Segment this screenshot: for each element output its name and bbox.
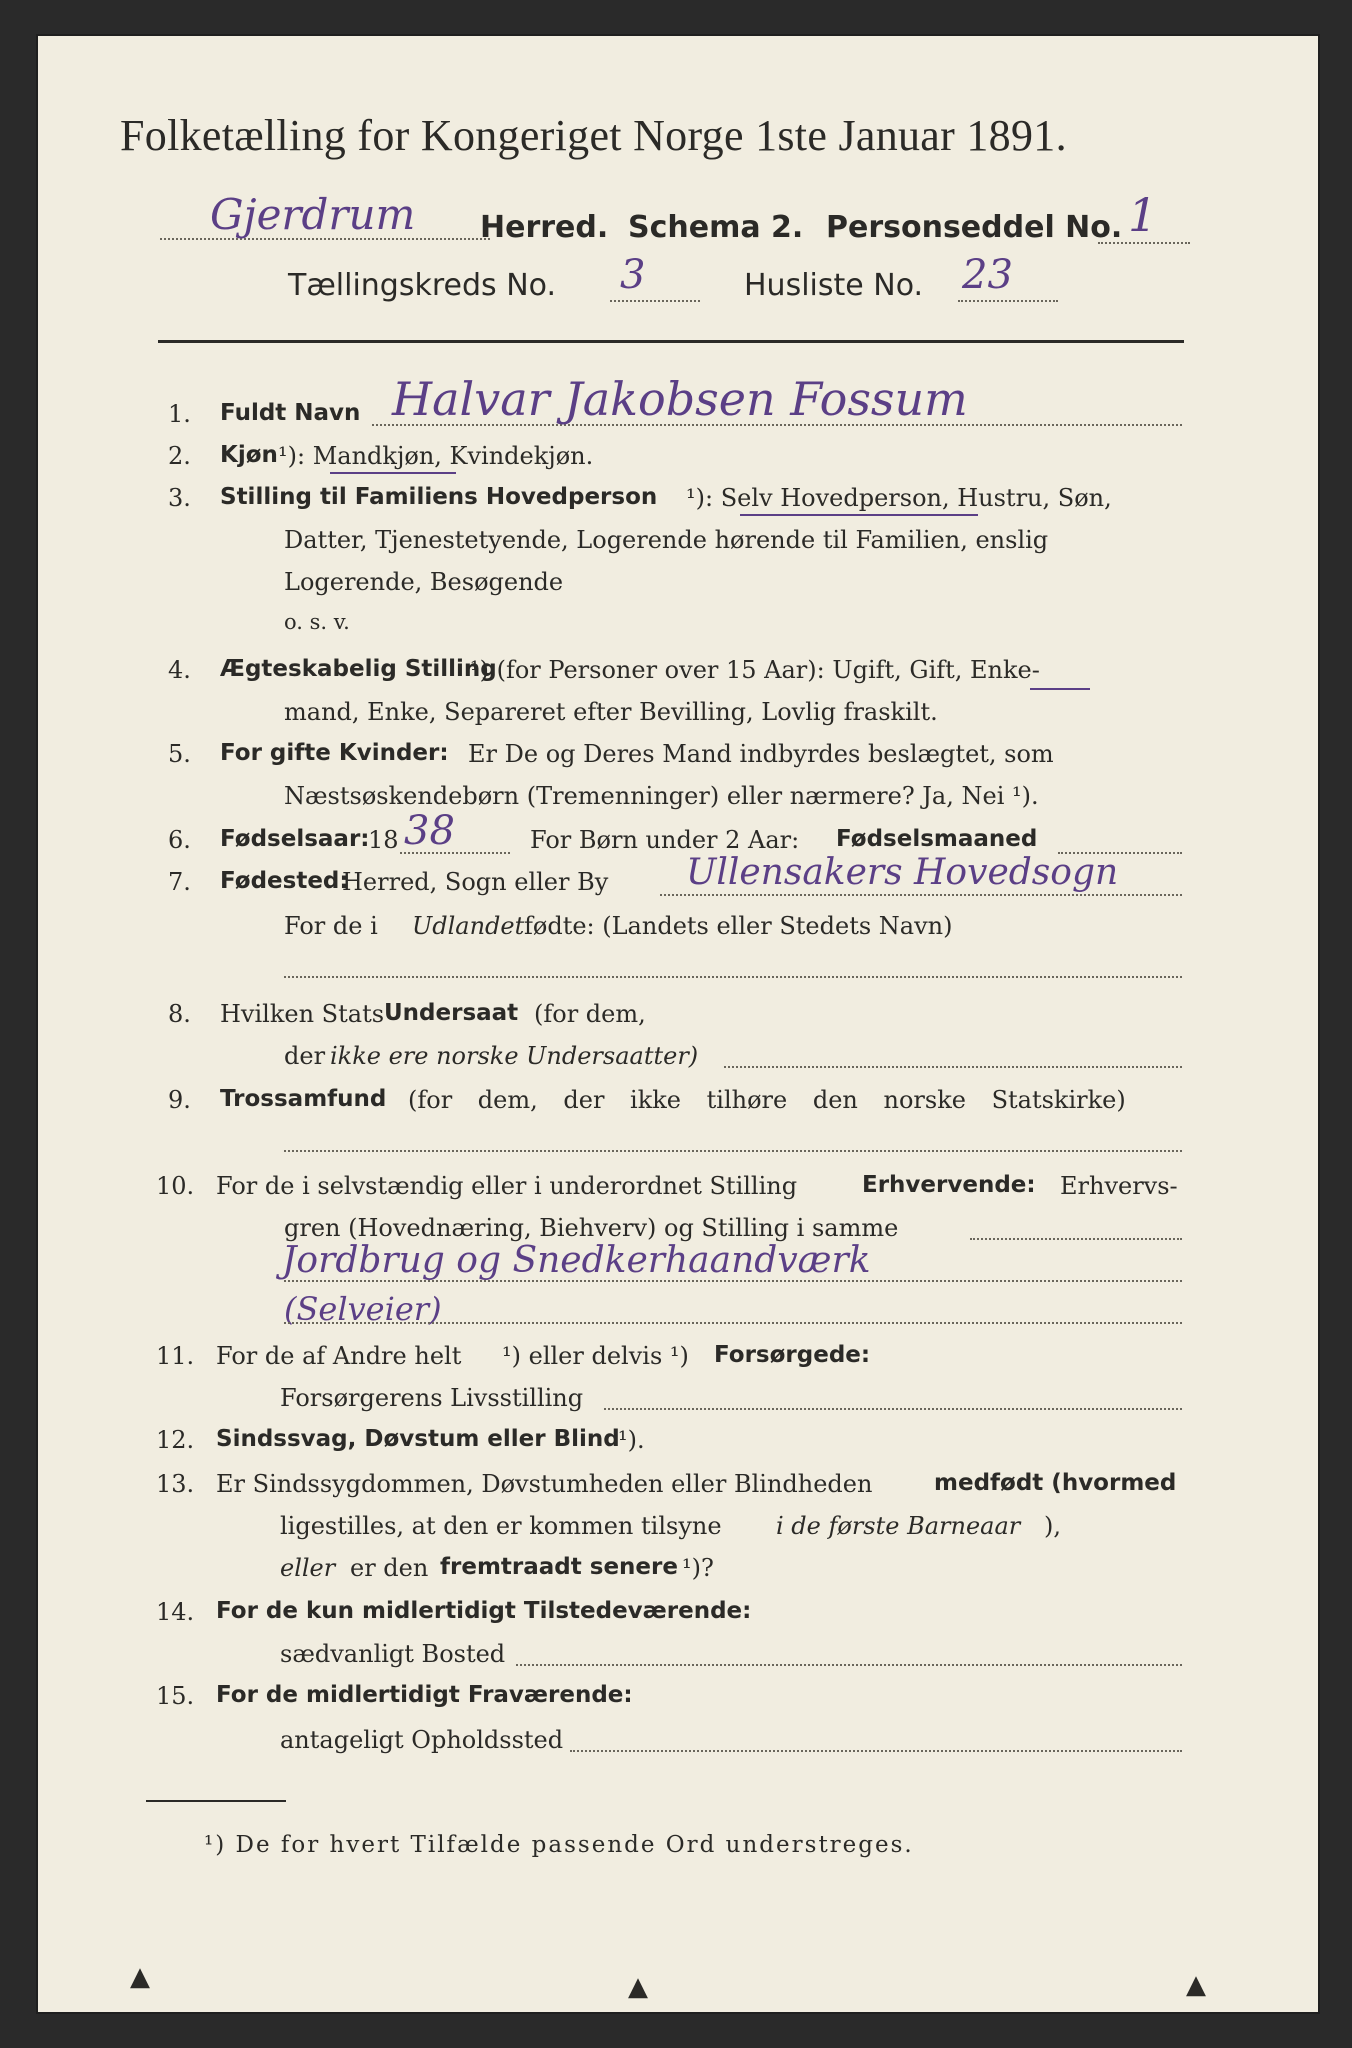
q4-options: ¹) (for Personer over 15 Aar): Ugift, Gift, Enke- [470, 656, 1040, 684]
item-number: 4. [168, 656, 191, 684]
q13-line3c: fremtraadt senere [440, 1554, 678, 1580]
q13-line2c: ), [1044, 1512, 1061, 1540]
kreds-dotted-line [610, 300, 700, 302]
form-title: Folketælling for Kongeriget Norge 1ste Januar 1891. [120, 111, 1067, 160]
kreds-value: 3 [620, 252, 646, 298]
item-number: 6. [168, 826, 191, 854]
q14-line2: sædvanligt Bosted [280, 1640, 506, 1668]
item-number: 12. [156, 1426, 195, 1454]
schema-label: Schema 2. [628, 210, 804, 245]
q3-line3: Logerende, Besøgende [284, 568, 564, 596]
q8-label: Undersaat [384, 1000, 519, 1026]
q10-dotted-line-2 [284, 1280, 1182, 1282]
item-number: 2. [168, 442, 191, 470]
q3-label: Stilling til Familiens Hovedperson [220, 484, 658, 510]
item-number: 13. [156, 1470, 195, 1498]
herred-label: Herred. [480, 210, 609, 245]
q7-line2a: For de i [284, 912, 378, 940]
item-number: 8. [168, 1000, 191, 1028]
q3-line4: o. s. v. [284, 610, 350, 634]
q13-line3b: er den [350, 1554, 429, 1582]
husliste-dotted-line [958, 300, 1058, 302]
q10-line2: gren (Hovednæring, Biehverv) og Stilling i samme [284, 1214, 899, 1242]
q1-value: Halvar Jakobsen Fossum [392, 372, 968, 426]
q14-dotted-line [516, 1664, 1182, 1666]
item-number: 15. [156, 1682, 195, 1710]
item-number: 3. [168, 484, 191, 512]
q9-dotted-line [284, 1150, 1182, 1152]
q13-line2a: ligestilles, at den er kommen tilsyne [280, 1512, 722, 1540]
q7-dotted-line [660, 894, 1182, 896]
q5-label: For gifte Kvinder: [220, 740, 449, 766]
q7-line2b: Udlandet [412, 912, 525, 940]
q13-line3a: eller [280, 1554, 336, 1582]
q1-label: Fuldt Navn [220, 400, 361, 426]
q6-label: Fødselsaar: [220, 826, 370, 852]
q6-value: 38 [404, 808, 455, 854]
item-number: 1. [168, 400, 191, 428]
q2-underline [330, 472, 456, 474]
q13-line3d: ¹)? [682, 1554, 714, 1582]
q10-line1c: Erhvervs- [1060, 1172, 1178, 1200]
q12-label: Sindssvag, Døvstum eller Blind [216, 1426, 620, 1452]
q15-dotted-line [570, 1750, 1182, 1752]
footnote-rule [146, 1800, 286, 1802]
q11-label: Forsørgede: [714, 1342, 871, 1368]
q6-label2: Fødselsmaaned [836, 826, 1038, 852]
herred-value: Gjerdrum [210, 190, 416, 239]
q2-label: Kjøn [220, 442, 278, 468]
header-rule [158, 340, 1184, 343]
q3-options: ¹): Selv Hovedperson, Hustru, Søn, [686, 484, 1112, 512]
q12-rest: ¹). [618, 1426, 645, 1454]
husliste-value: 23 [962, 252, 1013, 298]
item-number: 5. [168, 740, 191, 768]
q7-value: Ullensakers Hovedsogn [686, 852, 1119, 893]
q4-label: Ægteskabelig Stilling [220, 656, 497, 682]
q3-line2: Datter, Tjenestetyende, Logerende hørende til Familien, enslig [284, 526, 1049, 554]
q8-line2b: ikke ere norske Undersaatter) [330, 1042, 699, 1070]
q7-text: Herred, Sogn eller By [342, 868, 609, 896]
corner-mark-icon: ▲ [130, 1962, 150, 1992]
item-number: 14. [156, 1598, 195, 1626]
q10-value-line2: (Selveier) [284, 1290, 442, 1328]
q11-line2: Forsørgerens Livsstilling [280, 1384, 584, 1412]
item-number: 9. [168, 1086, 191, 1114]
q10-line1a: For de i selvstændig eller i underordnet Stilling [216, 1172, 798, 1200]
q10-dotted-line [970, 1238, 1182, 1240]
item-number: 7. [168, 868, 191, 896]
q10-dotted-line-3 [284, 1322, 1182, 1324]
footnote: ¹) De for hvert Tilfælde passende Ord understreges. [204, 1832, 914, 1858]
corner-mark-icon: ▲ [628, 1972, 648, 2002]
personseddel-value: 1 [1128, 188, 1158, 242]
q15-line2: antageligt Opholdssted [280, 1726, 564, 1754]
q13-label: medfødt (hvormed [934, 1470, 1177, 1496]
q10-value-line1: Jordbrug og Snedkerhaandværk [282, 1240, 871, 1281]
q10-label: Erhvervende: [862, 1172, 1036, 1198]
q7-dotted-line-2 [284, 976, 1182, 978]
personseddel-dotted-line [1098, 242, 1190, 244]
q7-label: Fødested: [220, 868, 349, 894]
q9-text: (for dem, der ikke tilhøre den norske Statskirke) [408, 1086, 1126, 1114]
personseddel-label: Personseddel No. [826, 210, 1123, 245]
kreds-label: Tællingskreds No. [288, 268, 556, 303]
q5-question: Er De og Deres Mand indbyrdes beslægtet, som [468, 740, 1054, 768]
q6-prefix: 18 [368, 826, 399, 854]
q5-line2: Næstsøskendebørn (Tremenninger) eller nærmere? Ja, Nei ¹). [284, 782, 1039, 810]
q4-underline [1030, 688, 1090, 690]
q8-line1a: Hvilken Stats [220, 1000, 385, 1028]
q2-options: ¹): Mandkjøn, Kvindekjøn. [278, 442, 594, 470]
q11-line1a: For de af Andre helt [216, 1342, 462, 1370]
q4-line2: mand, Enke, Separeret efter Bevilling, Lovlig fraskilt. [284, 698, 938, 726]
q6-text: For Børn under 2 Aar: [530, 826, 800, 854]
q15-label: For de midlertidigt Fraværende: [216, 1682, 633, 1708]
q11-line1b: ¹) eller delvis ¹) [502, 1342, 689, 1370]
q9-label: Trossamfund [220, 1086, 387, 1112]
q3-underline [740, 514, 978, 516]
q7-line2c: fødte: (Landets eller Stedets Navn) [524, 912, 953, 940]
q8-line2a: der [284, 1042, 326, 1070]
husliste-label: Husliste No. [744, 268, 924, 303]
q11-dotted-line [604, 1408, 1182, 1410]
q13-line1: Er Sindssygdommen, Døvstumheden eller Blindheden [216, 1470, 873, 1498]
q8-line1c: (for dem, [534, 1000, 646, 1028]
corner-mark-icon: ▲ [1186, 1970, 1206, 2000]
q14-label: For de kun midlertidigt Tilstedeværende: [216, 1598, 752, 1624]
q13-line2b: i de første Barneaar [776, 1512, 1021, 1540]
item-number: 11. [156, 1342, 195, 1370]
item-number: 10. [156, 1172, 195, 1200]
q8-dotted-line [724, 1066, 1182, 1068]
